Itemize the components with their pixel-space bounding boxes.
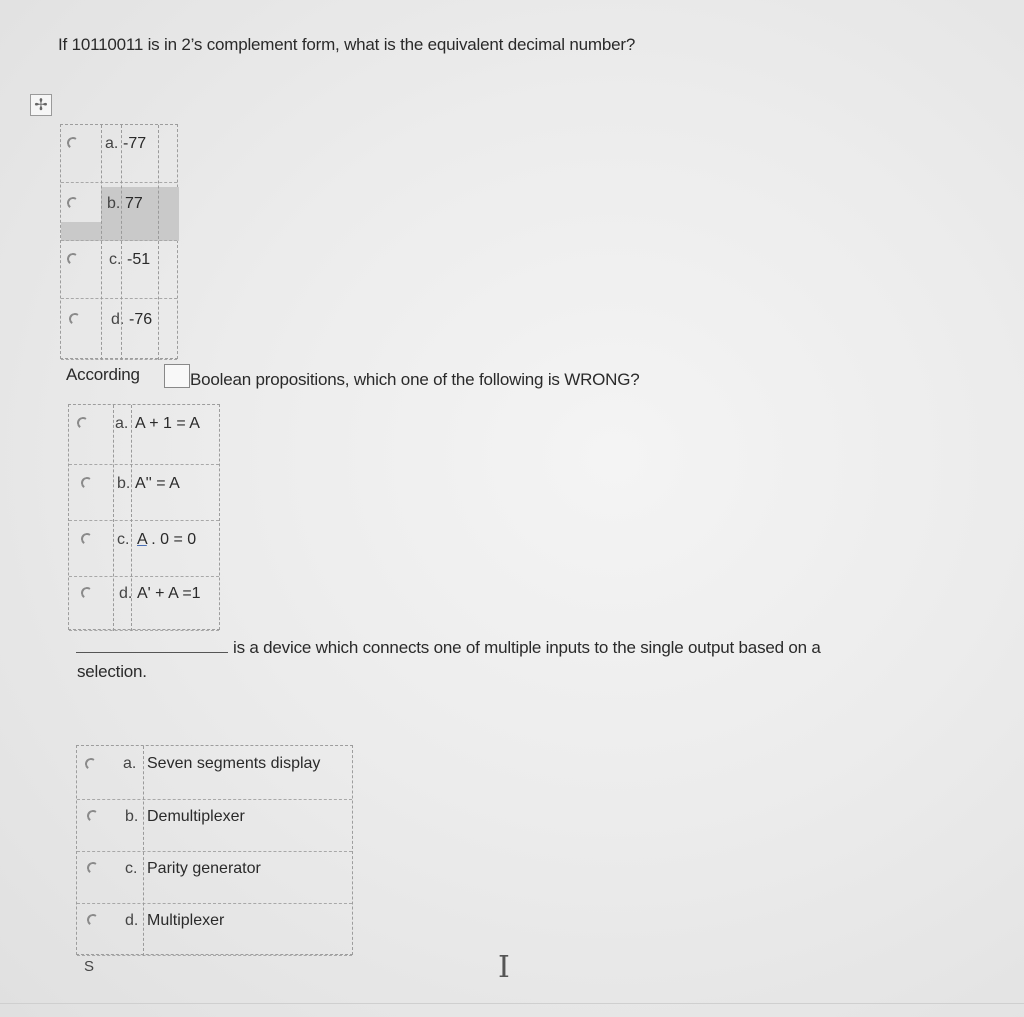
question-2-options: [68, 404, 220, 630]
option-text: Parity generator: [147, 860, 261, 877]
option-letter: b.: [125, 808, 139, 825]
column-divider: [113, 405, 114, 631]
radio-button-icon[interactable]: [76, 416, 90, 430]
option-letter: b.: [117, 475, 131, 492]
option-text: -76: [129, 311, 153, 328]
option-row[interactable]: [77, 852, 352, 904]
column-divider: [158, 125, 159, 360]
option-text: Demultiplexer: [147, 808, 245, 825]
option-row[interactable]: [69, 521, 219, 577]
move-handle-icon[interactable]: ✢: [30, 94, 52, 116]
column-divider: [131, 405, 132, 631]
option-row[interactable]: [61, 183, 177, 241]
option-letter: a.: [105, 135, 119, 152]
option-text: Seven segments display: [147, 755, 321, 772]
option-letter: b.: [107, 195, 121, 212]
question-2-text-start: According: [66, 365, 140, 384]
option-row[interactable]: [61, 125, 177, 183]
radio-button-icon[interactable]: [86, 861, 100, 875]
inline-blank-box[interactable]: [164, 364, 190, 388]
question-1-text: If 10110011 is in 2’s complement form, what is the equivalent decimal number?: [58, 35, 636, 54]
option-text: A' + A =1: [137, 585, 201, 602]
footer-letter: S: [84, 958, 95, 975]
option-row[interactable]: [77, 904, 352, 956]
option-row[interactable]: [77, 800, 352, 852]
option-text: A + 1 = A: [135, 415, 200, 432]
page-bottom-edge: [0, 1003, 1024, 1004]
option-row[interactable]: [69, 577, 219, 631]
option-letter: a.: [123, 755, 137, 772]
question-3-options: [76, 745, 353, 955]
option-row[interactable]: [69, 465, 219, 521]
option-text: Multiplexer: [147, 912, 225, 929]
radio-button-icon[interactable]: [66, 252, 80, 266]
option-text: -51: [127, 251, 151, 268]
option-letter: d.: [119, 585, 133, 602]
text-cursor-icon: I: [498, 950, 510, 985]
radio-button-icon[interactable]: [80, 532, 94, 546]
question-3-text-line2: selection.: [77, 662, 147, 681]
option-row[interactable]: [61, 299, 177, 360]
question-1-options: [60, 124, 178, 359]
column-divider: [143, 746, 144, 956]
question-2-text-end: Boolean propositions, which one of the following is WRONG?: [190, 370, 640, 389]
option-letter: c.: [109, 251, 122, 268]
radio-button-icon[interactable]: [66, 136, 80, 150]
option-text: A'' = A: [135, 475, 180, 492]
option-letter: d.: [111, 311, 125, 328]
radio-button-icon[interactable]: [86, 809, 100, 823]
option-text-rest: . 0 = 0: [146, 531, 197, 548]
option-letter: c.: [125, 860, 138, 877]
radio-button-icon[interactable]: [66, 196, 80, 210]
option-letter: d.: [125, 912, 139, 929]
radio-button-icon[interactable]: [68, 312, 82, 326]
option-row[interactable]: [69, 405, 219, 465]
question-3-text-line1: is a device which connects one of multiple inputs to the single output based on a: [233, 638, 821, 657]
option-row[interactable]: [77, 746, 352, 800]
fill-in-blank-line[interactable]: [76, 652, 228, 653]
option-letter: c.: [117, 531, 130, 548]
option-text: 77: [125, 195, 143, 212]
option-text: [137, 531, 196, 549]
radio-button-icon[interactable]: [84, 757, 98, 771]
column-divider: [101, 125, 102, 360]
column-divider: [121, 125, 122, 360]
option-letter: a.: [115, 415, 129, 432]
option-text: -77: [123, 135, 147, 152]
radio-button-icon[interactable]: [80, 586, 94, 600]
underlined-variable: A: [137, 531, 147, 548]
radio-button-icon[interactable]: [80, 476, 94, 490]
radio-button-icon[interactable]: [86, 913, 100, 927]
option-row[interactable]: [61, 241, 177, 299]
